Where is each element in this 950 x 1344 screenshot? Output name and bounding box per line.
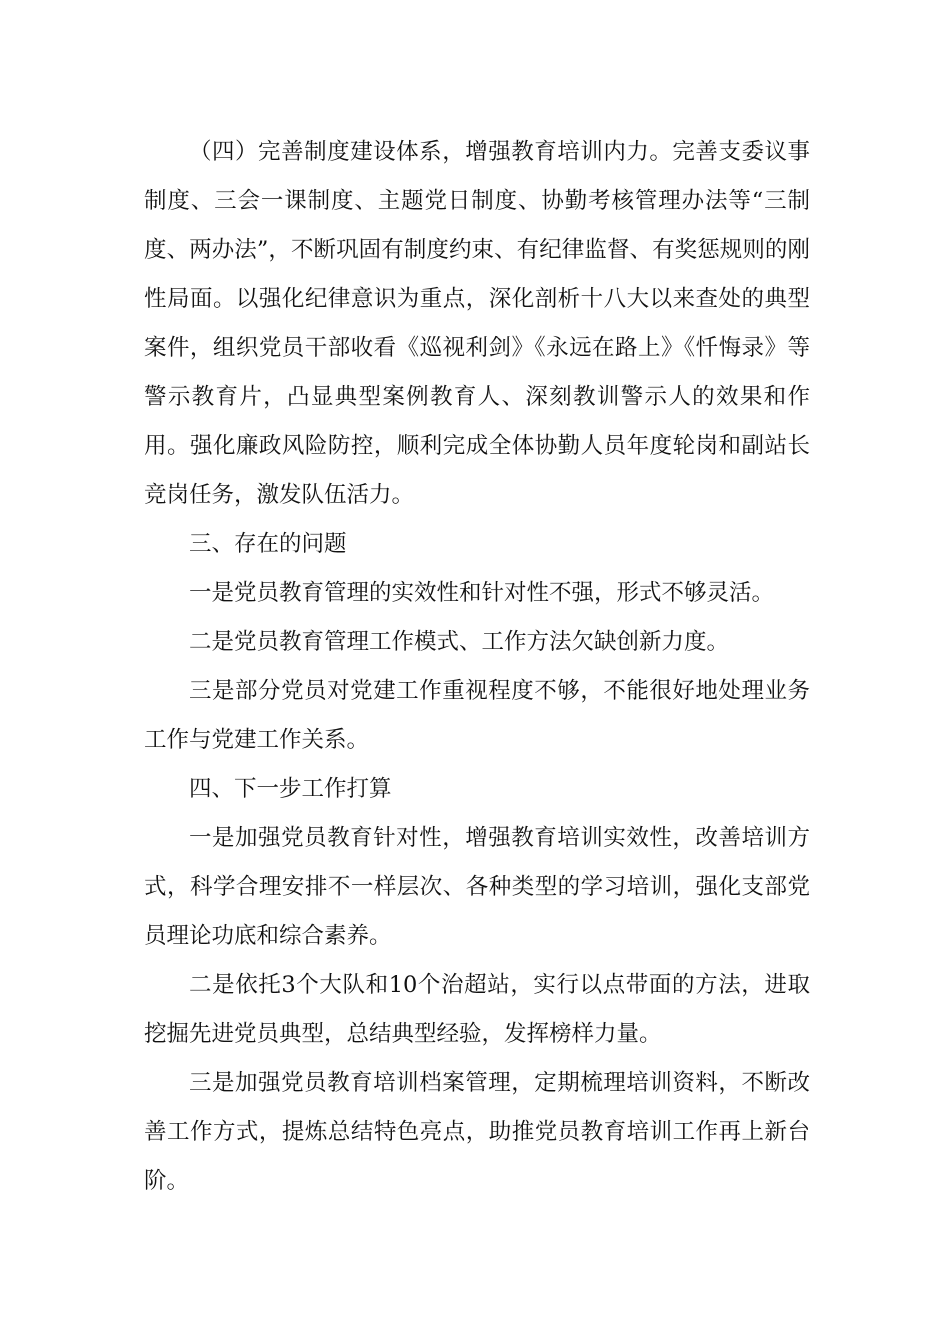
document-body: [144, 128, 810, 1206]
problem-item-2: 二是党员教育管理工作模式、工作方法欠缺创新力度。: [189, 629, 730, 655]
plan-item-3: 三是加强党员教育培训档案管理，定期梳理培训资料，不断改善工作方式，提炼总结特色亮点，助推党员教育培训工作再上新台阶。: [144, 1070, 810, 1194]
section-heading-problems: 三、存在的问题: [189, 531, 347, 557]
section-heading-next-steps: 四、下一步工作打算: [189, 776, 392, 802]
plan-item-1: 一是加强党员教育针对性，增强教育培训实效性，改善培训方式，科学合理安排不一样层次、各种类型的学习培训，强化支部党员理论功底和综合素养。: [144, 825, 810, 949]
problem-item-1: 一是党员教育管理的实效性和针对性不强，形式不够灵活。: [189, 580, 775, 606]
plan-item-2: 二是依托3个大队和10个治超站，实行以点带面的方法，进取挖掘先进党员典型，总结典型经验，发挥榜样力量。: [144, 972, 810, 1047]
problem-item-3: 三是部分党员对党建工作重视程度不够，不能很好地处理业务工作与党建工作关系。: [144, 678, 810, 753]
paragraph-system-building: （四）完善制度建设体系，增强教育培训内力。完善支委议事制度、三会一课制度、主题党日制度、协勤考核管理办法等“三制度、两办法”，不断巩固有制度约束、有纪律监督、有奖惩规则的刚性局面。以强化纪律意识为重点，深化剖析十八大以来查处的典型案件，组织党员干部收看《巡视利剑》《永远在路上》《忏悔录》等警示教育片，凸显典型案例教育人、深刻教训警示人的效果和作用。强化廉政风险防控，顺利完成全体协勤人员年度轮岗和副站长竞岗任务，激发队伍活力。: [144, 139, 810, 508]
